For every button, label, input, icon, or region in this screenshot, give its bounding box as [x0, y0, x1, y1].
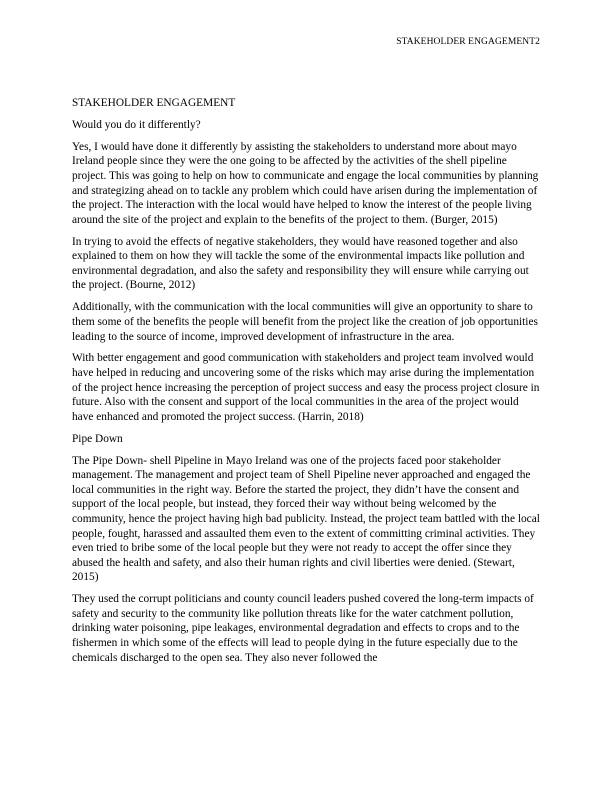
paragraph: In trying to avoid the effects of negative stakeholders, they would have reasoned together and also explained to them on how they will tackle the some of the environmental impacts like pollution and environmental degradation, and also the safety and responsibility they will ensure while carrying out the project. (Bourne, 2012): [72, 235, 529, 292]
paragraph: The Pipe Down- shell Pipeline in Mayo Ireland was one of the projects faced poor stakeholder management. The management and project team of Shell Pipeline never approached and engaged the local communities in the right way. Before the started the project, they didn’t have the consent and support of the local people, but instead, they forced their way without being welcomed by the community, hence the project having high bad publicity. Instead, the project team battled with the local people, fought, harassed and assaulted them even to the extent of committing criminal activities. They even tried to bribe some of the local people but they were not ready to accept the offer since they abused the health and safety, and also their human rights and civil liberties were denied. (Stewart, 2015): [72, 454, 540, 584]
running-head: STAKEHOLDER ENGAGEMENT2: [396, 37, 540, 47]
section-question-heading: Would you do it differently?: [72, 118, 201, 131]
paragraph: Yes, I would have done it differently by assisting the stakeholders to understand more about mayo Ireland people since they were the one going to be affected by the activities of the shell pipeline project. This was going to help on how to communicate and engage the local communities by planning and strategizing ahead on to tackle any problem which could have arisen during the implementation of the project. The interaction with the local would have helped to know the interest of the people living around the site of the project and explain to the benefits of the project to them. (Burger, 2015): [72, 140, 539, 226]
section-heading-pipe-down: Pipe Down: [72, 432, 123, 445]
document-body: [72, 96, 542, 672]
document-title: STAKEHOLDER ENGAGEMENT: [72, 97, 236, 109]
paragraph: They used the corrupt politicians and county council leaders pushed covered the long-term impacts of safety and security to the community like pollution threats like for the water catchment pollution, drinking water poisoning, pipe leakages, environmental degradation and effects to crops and to the fishermen in which some of the effects will lead to people dying in the future especially due to the chemicals discharged to the open sea. They also never followed the: [72, 593, 534, 664]
paragraph: Additionally, with the communication with the local communities will give an opportunity to share to them some of the benefits the people will benefit from the project like the creation of job opportunities leading to the source of income, improved development of infrastructure in the area.: [72, 301, 538, 343]
paragraph: With better engagement and good communication with stakeholders and project team involved would have helped in reducing and uncovering some of the risks which may arise during the implementation of the project hence increasing the perception of project success and easy the process project closure in future. Also with the consent and support of the local communities in the area of the project would have enhanced and promoted the project success. (Harrin, 2018): [72, 352, 540, 423]
